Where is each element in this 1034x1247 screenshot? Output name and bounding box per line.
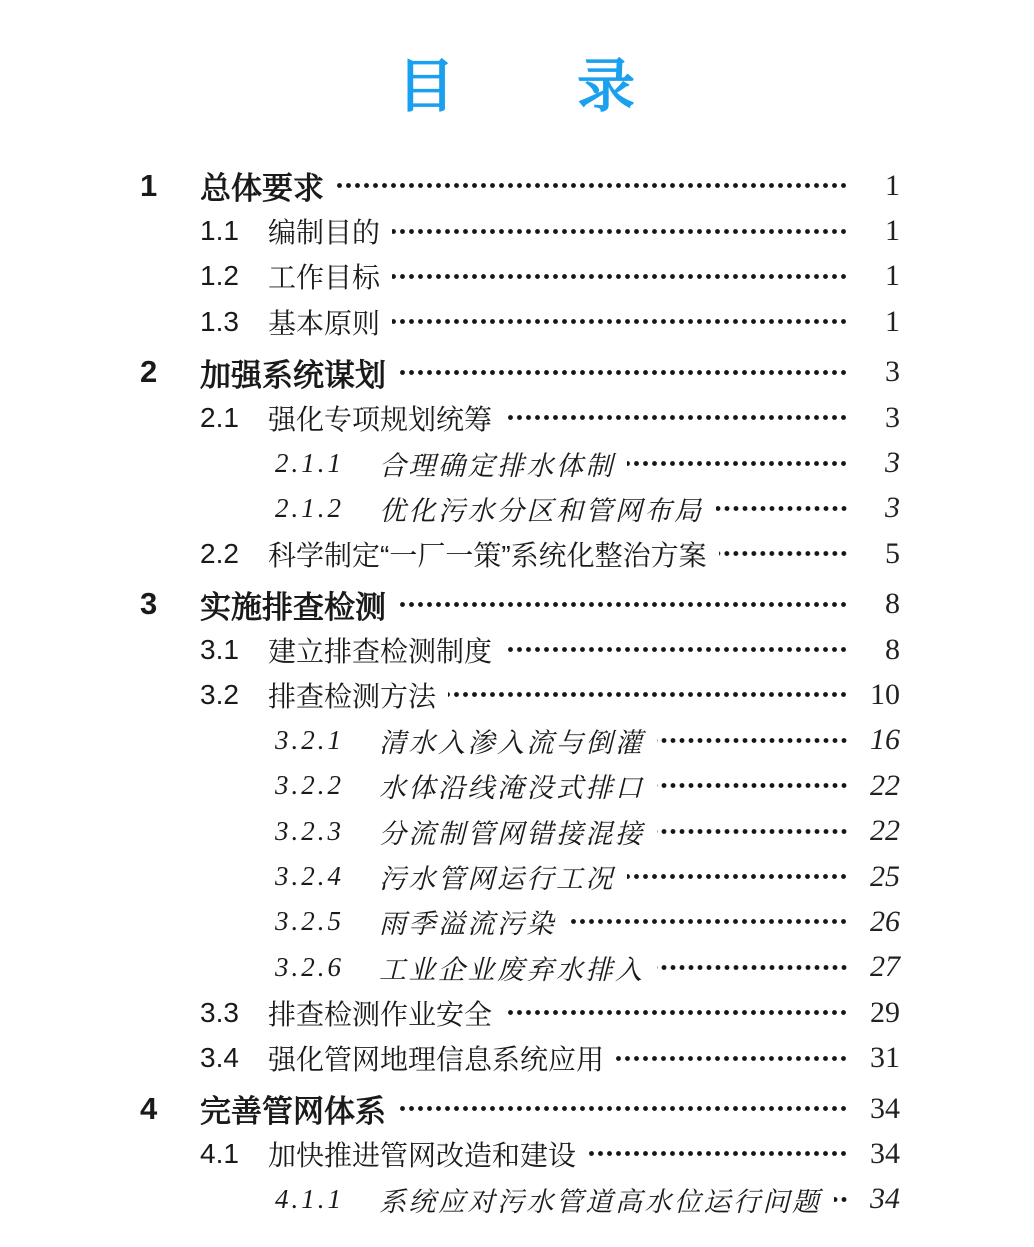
toc-entry-page: 1 — [885, 304, 900, 338]
toc-entry-number: 1.2 — [200, 260, 239, 292]
toc-entry — [140, 763, 900, 808]
toc-entry-title: 强化专项规划统筹 — [268, 403, 493, 435]
toc-entry-page: 16 — [870, 723, 900, 757]
toc-entry-title: 分流制管网错接混接 — [379, 818, 645, 849]
toc-entry-number: 2.1 — [200, 401, 239, 433]
toc-entry — [140, 808, 900, 853]
dot-leader — [657, 945, 849, 990]
toc-entry-title: 总体要求 — [200, 171, 324, 207]
toc-entry — [140, 350, 900, 395]
table-of-contents — [140, 158, 900, 1222]
dot-leader — [657, 718, 849, 763]
toc-entry-number: 3.1 — [200, 633, 239, 665]
toc-entry — [140, 395, 900, 440]
toc-entry-title: 污水管网运行工况 — [379, 864, 615, 895]
toc-entry-page: 34 — [870, 1091, 900, 1125]
dot-leader — [657, 808, 849, 853]
toc-entry-page: 22 — [870, 768, 900, 802]
toc-entry-title: 强化管网地理信息系统应用 — [268, 1044, 605, 1076]
toc-entry — [140, 208, 900, 253]
toc-entry — [140, 990, 900, 1035]
toc-entry-number: 4.1.1 — [275, 1183, 344, 1214]
toc-entry-title: 完善管网体系 — [200, 1094, 386, 1129]
dot-leader — [504, 627, 848, 672]
toc-entry-title: 工业企业废弃水排入 — [379, 954, 645, 985]
toc-entry-number: 4 — [140, 1090, 158, 1126]
toc-entry-page: 34 — [870, 1182, 900, 1216]
toc-entry-number: 1.1 — [200, 215, 239, 247]
toc-entry-title: 水体沿线淹没式排口 — [379, 773, 645, 804]
dot-leader — [448, 672, 848, 717]
toc-entry-page: 29 — [870, 995, 900, 1029]
toc-entry-page: 8 — [885, 632, 900, 666]
toc-entry — [140, 899, 900, 944]
toc-entry-page: 26 — [870, 904, 900, 938]
toc-entry-title: 加快推进管网改造和建设 — [268, 1139, 577, 1171]
dot-leader — [627, 440, 848, 485]
toc-entry — [140, 718, 900, 763]
toc-entry-title: 排查检测方法 — [268, 680, 437, 712]
dot-leader — [398, 582, 848, 627]
toc-entry-number: 3 — [140, 586, 158, 622]
dot-leader — [616, 1035, 848, 1080]
toc-entry — [140, 299, 900, 344]
toc-entry-page: 31 — [870, 1041, 900, 1075]
toc-entry-title: 建立排查检测制度 — [268, 635, 493, 667]
toc-entry — [140, 1086, 900, 1131]
toc-entry-title: 工作目标 — [268, 262, 381, 294]
toc-entry-page: 1 — [885, 259, 900, 293]
dot-leader — [719, 531, 848, 576]
dot-leader — [657, 763, 849, 808]
toc-entry-title: 编制目的 — [268, 217, 381, 249]
dot-leader — [834, 1177, 849, 1222]
toc-entry-page: 3 — [885, 400, 900, 434]
toc-entry-number: 2.1.1 — [275, 447, 344, 478]
dot-leader — [392, 254, 848, 299]
toc-entry — [140, 1131, 900, 1176]
toc-entry — [140, 945, 900, 990]
toc-entry-number: 3.3 — [200, 996, 239, 1028]
toc-entry-page: 10 — [870, 677, 900, 711]
toc-entry — [140, 254, 900, 299]
toc-entry-number: 3.4 — [200, 1042, 239, 1074]
toc-entry-title: 排查检测作业安全 — [268, 998, 493, 1030]
dot-leader — [627, 854, 848, 899]
toc-entry-page: 8 — [885, 587, 900, 621]
toc-entry-page: 1 — [885, 214, 900, 248]
dot-leader — [398, 350, 848, 395]
toc-entry-page: 34 — [870, 1136, 900, 1170]
toc-entry-page: 27 — [870, 950, 900, 984]
toc-entry-title: 科学制定“一厂一策”系统化整治方案 — [268, 539, 707, 571]
toc-entry-number: 3.2.4 — [275, 861, 344, 892]
dot-leader — [588, 1131, 848, 1176]
toc-entry — [140, 531, 900, 576]
dot-leader — [716, 486, 849, 531]
dot-leader — [392, 208, 848, 253]
dot-leader — [504, 990, 848, 1035]
toc-entry — [140, 486, 900, 531]
toc-entry — [140, 582, 900, 627]
toc-entry — [140, 854, 900, 899]
toc-entry-title: 合理确定排水体制 — [379, 450, 615, 481]
toc-entry-number: 3.2.1 — [275, 724, 344, 755]
dot-leader — [392, 299, 848, 344]
toc-entry — [140, 1177, 900, 1222]
toc-entry-number: 2 — [140, 354, 158, 390]
toc-entry — [140, 440, 900, 485]
dot-leader — [336, 163, 848, 208]
dot-leader — [504, 395, 848, 440]
toc-entry-title: 优化污水分区和管网布局 — [379, 495, 704, 526]
toc-entry-page: 3 — [885, 355, 900, 389]
page-title: 目 录 — [396, 54, 637, 119]
toc-entry — [140, 163, 900, 208]
toc-entry-page: 22 — [870, 814, 900, 848]
toc-entry-number: 3.2.3 — [275, 815, 344, 846]
toc-entry-number: 1 — [140, 167, 158, 203]
toc-entry-title: 系统应对污水管道高水位运行问题 — [379, 1186, 822, 1217]
toc-entry-number: 3.2.2 — [275, 770, 344, 801]
toc-entry-number: 2.1.2 — [275, 492, 344, 523]
toc-entry-number: 4.1 — [200, 1137, 239, 1169]
toc-entry — [140, 1035, 900, 1080]
toc-entry — [140, 627, 900, 672]
toc-entry-title: 清水入渗入流与倒灌 — [379, 727, 645, 758]
toc-entry-number: 3.2.6 — [275, 951, 344, 982]
toc-entry-title: 雨季溢流污染 — [379, 909, 556, 940]
dot-leader — [568, 899, 848, 944]
toc-entry-number: 3.2.5 — [275, 906, 344, 937]
toc-entry-page: 1 — [885, 168, 900, 202]
toc-entry-number: 2.2 — [200, 537, 239, 569]
toc-entry-page: 3 — [885, 491, 900, 525]
toc-entry-page: 25 — [870, 859, 900, 893]
toc-entry-number: 3.2 — [200, 678, 239, 710]
toc-entry-title: 基本原则 — [268, 307, 381, 339]
toc-entry — [140, 672, 900, 717]
toc-entry-title: 实施排查检测 — [200, 589, 386, 625]
toc-entry-number: 1.3 — [200, 305, 239, 337]
dot-leader — [398, 1086, 848, 1131]
toc-entry-page: 3 — [885, 446, 900, 480]
toc-entry-title: 加强系统谋划 — [200, 357, 386, 393]
toc-entry-page: 5 — [885, 536, 900, 570]
